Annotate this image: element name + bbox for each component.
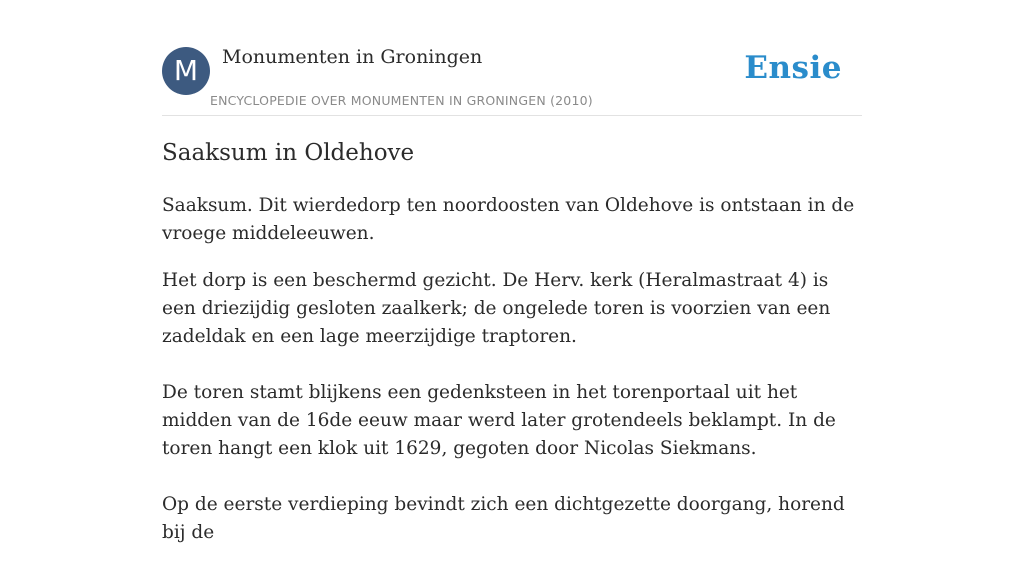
header-divider: [162, 115, 862, 116]
article-paragraph: Op de eerste verdieping bevindt zich een dichtgezette doorgang, horend bij de: [162, 494, 845, 543]
site-subtitle: ENCYCLOPEDIE OVER MONUMENTEN IN GRONINGEN (2010): [210, 93, 593, 108]
article-title: Saaksum in Oldehove: [162, 140, 415, 166]
site-title[interactable]: Monumenten in Groningen: [222, 46, 483, 68]
avatar[interactable]: M: [162, 47, 210, 95]
article-paragraph: Het dorp is een beschermd gezicht. De Herv. kerk (Heralmastraat 4) is een driezijdig gesloten zaalkerk; de ongelede toren is voorzien van een zadeldak en een lage meerzijdige traptoren.: [162, 270, 831, 347]
article-paragraph: Saaksum. Dit wierdedorp ten noordoosten van Oldehove is ontstaan in de vroege middeleeuwen.: [162, 195, 855, 244]
article-body: [162, 192, 862, 566]
article-paragraph: De toren stamt blijkens een gedenksteen in het torenportaal uit het midden van de 16de eeuw maar werd later grotendeels beklampt. In de toren hangt een klok uit 1629, gegoten door Nicolas Siekmans.: [162, 382, 836, 459]
ensie-logo[interactable]: Ensie: [744, 50, 842, 86]
